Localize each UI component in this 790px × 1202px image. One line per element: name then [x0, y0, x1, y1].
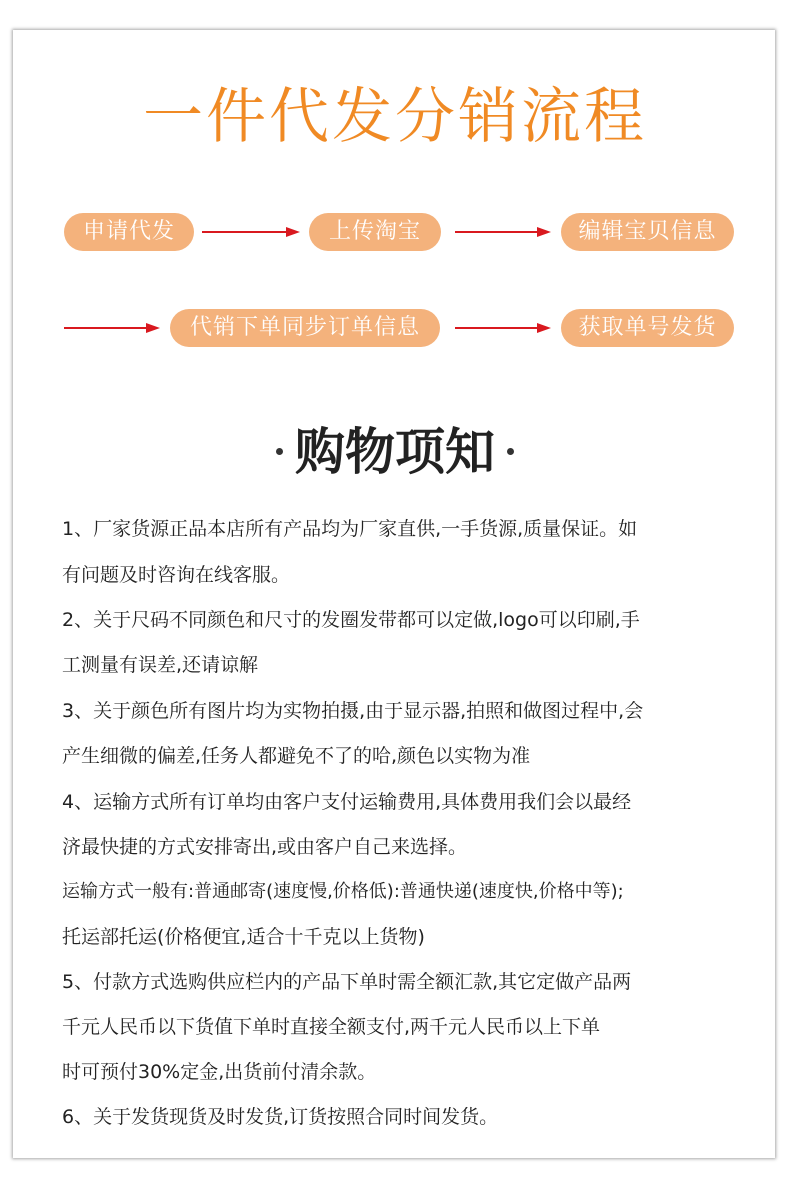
- flow-step-ship: 获取单号发货: [561, 309, 734, 347]
- notice-line: 3、关于颜色所有图片均为实物拍摄,由于显示器,拍照和做图过程中,会: [62, 700, 644, 722]
- flow-step-order-sync: 代销下单同步订单信息: [170, 309, 440, 347]
- flow-arrow-icon: [455, 225, 551, 239]
- notice-line: 5、付款方式选购供应栏内的产品下单时需全额汇款,其它定做产品两: [62, 971, 632, 993]
- notice-heading-text: 购物项知: [295, 423, 495, 481]
- flow-step-upload: 上传淘宝: [309, 213, 441, 251]
- bullet-dot-icon: [507, 448, 514, 455]
- notice-line: 1、厂家货源正品本店所有产品均为厂家直供,一手货源,质量保证。如: [62, 518, 638, 540]
- flow-arrow-icon: [64, 321, 160, 335]
- notice-line: 工测量有误差,还请谅解: [62, 654, 259, 676]
- notice-line: 有问题及时咨询在线客服。: [62, 564, 291, 586]
- notice-line: 济最快捷的方式安排寄出,或由客户自己来选择。: [62, 836, 468, 858]
- flow-step-apply: 申请代发: [64, 213, 194, 251]
- notice-line: 产生细微的偏差,任务人都避免不了的哈,颜色以实物为准: [62, 745, 531, 767]
- bullet-dot-icon: [276, 448, 283, 455]
- flow-arrow-icon: [455, 321, 551, 335]
- notice-line: 千元人民币以下货值下单时直接全额支付,两千元人民币以上下单: [62, 1016, 601, 1038]
- notice-heading: [0, 420, 790, 484]
- notice-line: 时可预付30%定金,出货前付清余款。: [62, 1061, 377, 1083]
- notice-line: 4、运输方式所有订单均由客户支付运输费用,具体费用我们会以最经: [62, 791, 632, 813]
- page-title: 一件代发分销流程: [143, 82, 647, 152]
- flow-arrow-icon: [202, 225, 300, 239]
- notice-line: 2、关于尺码不同颜色和尺寸的发圈发带都可以定做,logo可以印刷,手: [62, 609, 640, 631]
- notice-line: 运输方式一般有:普通邮寄(速度慢,价格低):普通快递(速度快,价格中等);: [62, 881, 624, 902]
- flow-step-edit: 编辑宝贝信息: [561, 213, 734, 251]
- notice-line: 6、关于发货现货及时发货,订货按照合同时间发货。: [62, 1106, 499, 1128]
- notice-line: 托运部托运(价格便宜,适合十千克以上货物): [62, 926, 425, 948]
